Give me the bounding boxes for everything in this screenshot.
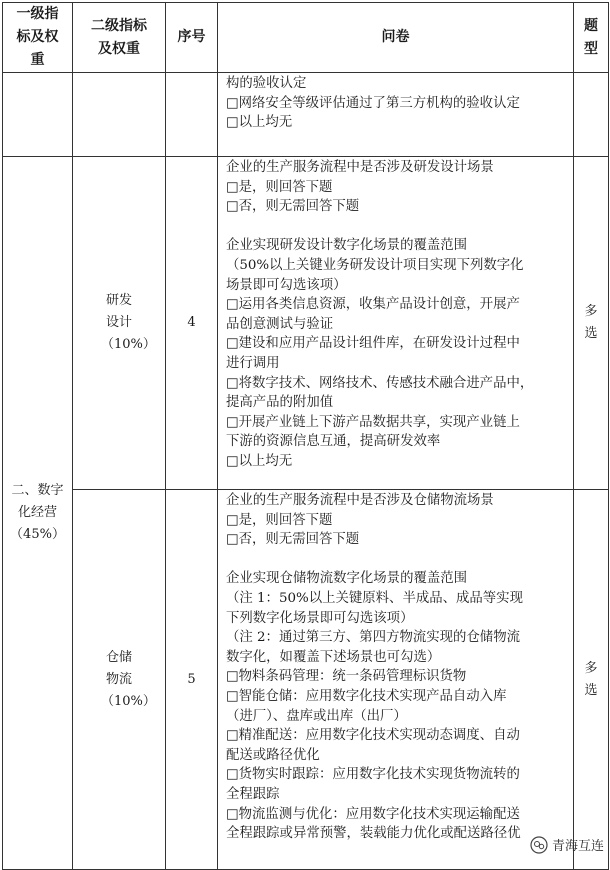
option-line: 全程跟踪或异常预警，装载能力优化或配送路径优 (226, 826, 521, 842)
table-row-rd (3, 157, 609, 490)
question-line: 企业的生产服务流程中是否涉及仓储物流场景 (226, 493, 494, 508)
primary-indicator-title: 二、数字化经营 (11, 483, 64, 520)
secondary-indicator-weight: （10%） (101, 337, 156, 352)
option-line: □网络安全等级评估通过了第三方机构的验收认定 (226, 95, 520, 111)
question-line: 构的验收认定 (226, 76, 307, 91)
option-line: □货物实时跟踪：应用数字化技术实现货物流转的 (226, 767, 520, 783)
option-line: （进厂）、盘库或出库（出厂） (226, 708, 407, 724)
primary-indicator-weight: （45%） (10, 527, 65, 542)
question-line: 企业的生产服务流程中是否涉及研发设计场景 (226, 160, 494, 175)
row-number-rd: 4 (166, 157, 218, 490)
option-line: □以上均无 (226, 453, 293, 469)
watermark-text: 青海互连 (551, 839, 604, 854)
note-line: 下列数字化场景即可勾选该项） (226, 610, 414, 626)
secondary-indicator-weight: （10%） (101, 693, 156, 709)
header-row (3, 3, 609, 73)
note-line: 数字化，如覆盖下述场景也可勾选） (226, 649, 441, 665)
row-number-logistics: 5 (166, 490, 218, 870)
option-line: □建设和应用产品设计组件库，在研发设计过程中 (226, 336, 520, 352)
header-questionnaire: 问卷 (218, 3, 574, 73)
question-cell-logistics (218, 490, 574, 870)
note-line: （50%以上关键业务研发设计项目实现下列数字化 (226, 257, 524, 273)
option-line: □否，则无需回答下题 (226, 532, 360, 548)
option-line: □是，则回答下题 (226, 179, 333, 195)
questionnaire-table (2, 2, 609, 870)
option-line: 下游的资源信息互通，提高研发效率 (226, 434, 441, 450)
question-line: 企业实现研发设计数字化场景的覆盖范围 (226, 238, 468, 254)
option-line: 配送或路径优化 (226, 747, 320, 763)
option-line: □开展产业链上下游产品数据共享，实现产业链上 (226, 414, 520, 430)
header-secondary-indicator: 二级指标及权重 (73, 3, 166, 73)
table-row-logistics (3, 490, 609, 870)
header-primary-indicator: 一级指标及权重 (3, 3, 73, 73)
option-line: 品创意测试与验证 (226, 316, 334, 332)
secondary-indicator-name: 仓储物流 (105, 649, 132, 687)
header-type: 题型 (574, 3, 609, 73)
option-line: □智能仓储：应用数字化技术实现产品自动入库 (226, 688, 507, 704)
primary-indicator-cell (3, 157, 73, 870)
option-line: 提高产品的附加值 (226, 395, 334, 411)
option-line: 进行调用 (226, 355, 280, 371)
note-line: 场景即可勾选该项） (226, 277, 347, 293)
question-type-rd: 多选 (574, 157, 609, 490)
table-row-continued (3, 73, 609, 157)
option-line: □精准配送：应用数字化技术实现动态调度、自动 (226, 728, 520, 744)
secondary-indicator-rd (73, 157, 166, 490)
question-cell-rd (218, 157, 574, 490)
option-line: □以上均无 (226, 115, 293, 131)
option-line: □物料条码管理：统一条码管理标识货物 (226, 669, 467, 685)
option-line: 全程跟踪 (226, 786, 280, 802)
option-line: □否，则无需回答下题 (226, 199, 360, 215)
option-line: □物流监测与优化：应用数字化技术实现运输配送 (226, 806, 520, 822)
option-line: □将数字技术、网络技术、传感技术融合进产品中， (226, 375, 534, 391)
option-line: □运用各类信息资源，收集产品设计创意，开展产 (226, 297, 520, 313)
secondary-indicator-logistics (73, 490, 166, 870)
question-type-logistics: 多选 (574, 490, 609, 870)
question-line: 企业实现仓储物流数字化场景的覆盖范围 (226, 571, 468, 587)
continued-question-cell (218, 73, 574, 157)
wechat-icon (530, 836, 548, 854)
watermark (530, 835, 604, 854)
header-number: 序号 (166, 3, 218, 73)
note-line: （注 2：通过第三方、第四方物流实现的仓储物流 (226, 630, 520, 646)
option-line: □是，则回答下题 (226, 512, 333, 528)
secondary-indicator-name: 研发设计 (105, 293, 132, 330)
note-line: （注 1：50%以上关键原料、半成品、成品等实现 (226, 590, 523, 606)
